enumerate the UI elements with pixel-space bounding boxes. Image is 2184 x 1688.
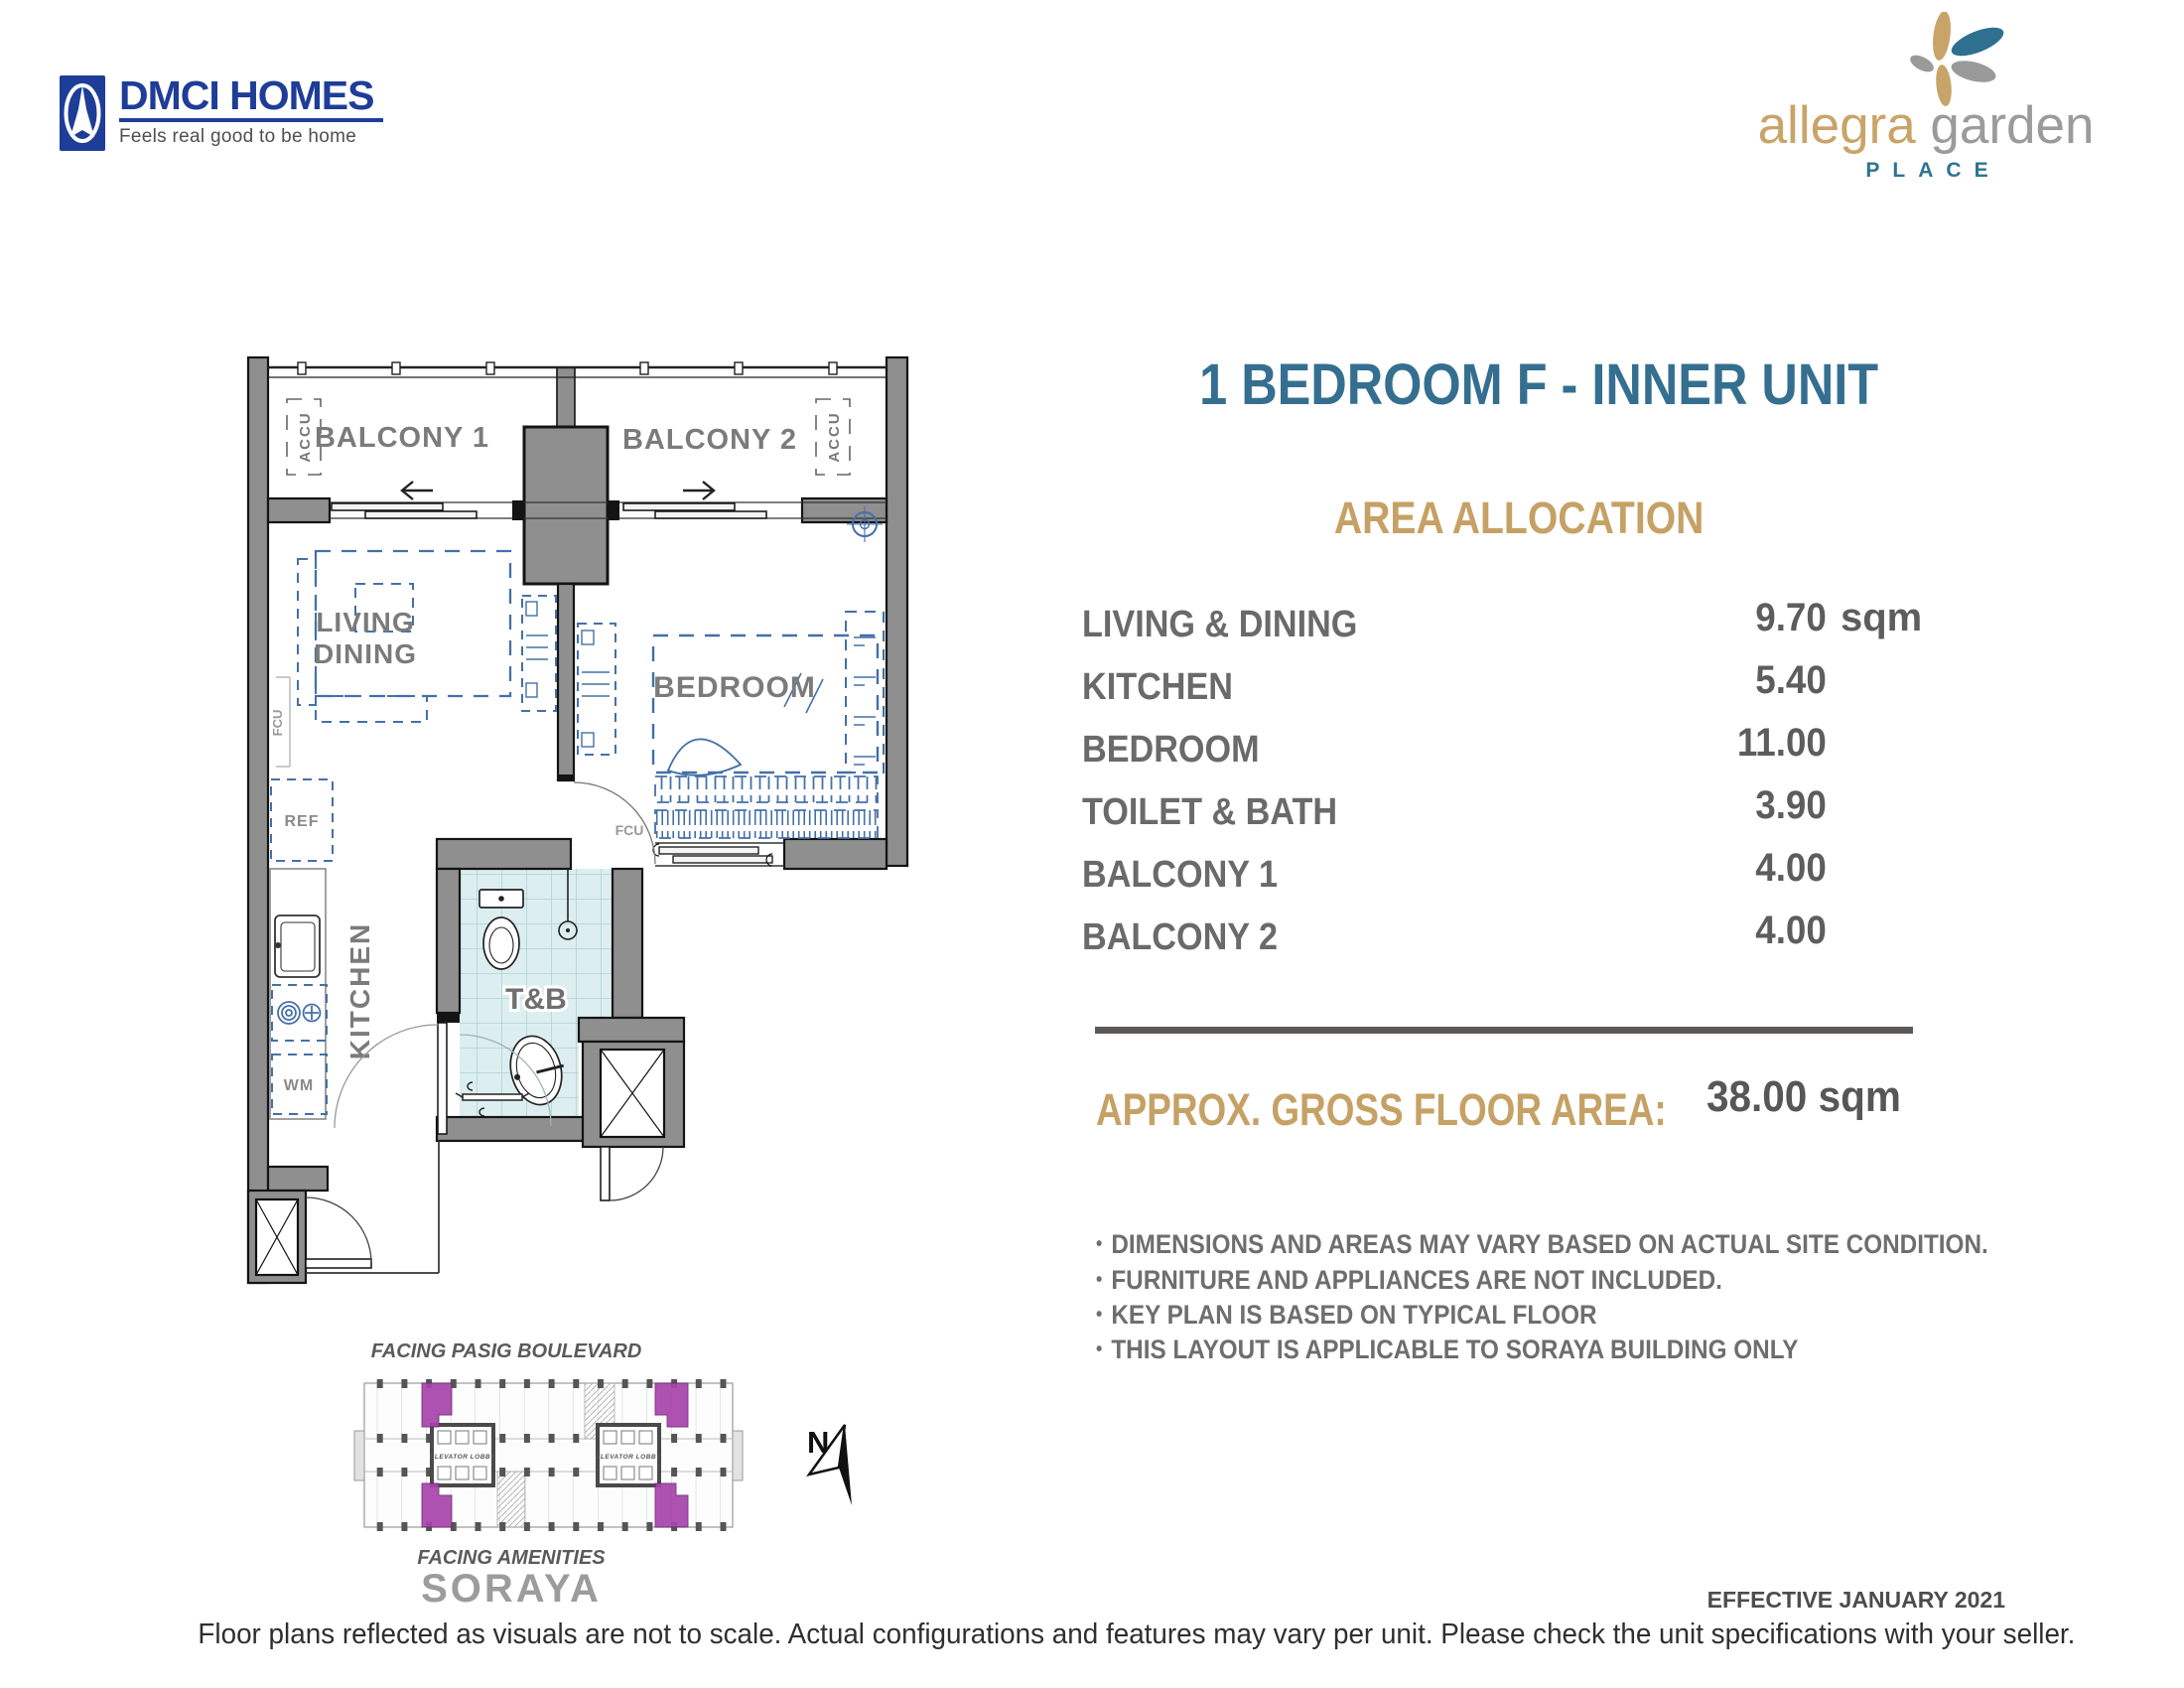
accu-label: ACCU <box>826 411 843 463</box>
note-item: • DIMENSIONS AND AREAS MAY VARY BASED ON ACTUAL SITE CONDITION. <box>1096 1229 1988 1259</box>
note-item: • THIS LAYOUT IS APPLICABLE TO SORAYA BUILDING ONLY <box>1096 1335 1799 1364</box>
section-divider <box>1095 1027 1913 1034</box>
shaft-right <box>601 1050 664 1200</box>
allegra-place-label: PLACE <box>1865 159 2001 182</box>
toilet-bath-label: T&B <box>505 983 567 1016</box>
facing-top-label: FACING PASIG BOULEVARD <box>370 1340 642 1362</box>
allegra-flower-icon <box>1886 12 2015 106</box>
allegra-word2: garden <box>1930 96 2095 155</box>
fcu-label: FCU <box>614 822 644 838</box>
living-label-line2: DINING <box>314 638 417 669</box>
dmci-tagline: Feels real good to be home <box>119 126 357 147</box>
keyplan-building <box>352 1373 745 1540</box>
fcu-label: FCU <box>270 709 285 737</box>
balcony2-label: BALCONY 2 <box>621 424 798 456</box>
elevator-lobby-label: ELEVATOR LOBBY <box>430 1454 495 1461</box>
effective-date: EFFECTIVE JANUARY 2021 <box>1706 1587 2005 1613</box>
allegra-garden-logo <box>1707 12 2144 181</box>
table-row <box>1082 721 1936 788</box>
dmci-logo-icon <box>60 75 105 151</box>
table-row <box>1082 596 1936 663</box>
table-row <box>1082 846 1936 914</box>
shaft-entry <box>256 1141 439 1275</box>
dmci-logo <box>60 72 417 161</box>
page-title: 1 BEDROOM F - INNER UNIT <box>1198 352 1879 417</box>
table-row <box>1082 909 1936 976</box>
accu-label: ACCU <box>297 411 314 463</box>
facing-bottom-label: FACING AMENITIES <box>417 1547 606 1569</box>
area-label: TOILET & BATH <box>1082 791 1338 833</box>
note-item: • FURNITURE AND APPLIANCES ARE NOT INCLUDED. <box>1096 1265 1722 1295</box>
kitchen-label: KITCHEN <box>344 921 375 1060</box>
building-name: SORAYA <box>421 1567 602 1611</box>
area-allocation-table <box>1082 596 1936 983</box>
washing-machine-label: WM <box>283 1077 315 1094</box>
gross-floor-area-label: APPROX. GROSS FLOOR AREA: <box>1096 1084 1667 1135</box>
balcony-railing <box>268 362 887 377</box>
table-row <box>1082 658 1936 726</box>
door-swing-arrow-right-icon <box>683 482 714 499</box>
footer-disclaimer: Floor plans reflected as visuals are not to scale. Actual configurations and features may vary per unit. Please check the unit specifications with your seller. <box>198 1618 2076 1650</box>
area-value: 9.70 <box>1755 596 1827 639</box>
area-value: 4.00 <box>1755 846 1827 890</box>
door-swing-arrow-left-icon <box>402 482 433 499</box>
area-value: 4.00 <box>1755 909 1827 952</box>
area-label: BEDROOM <box>1082 729 1260 771</box>
area-label: KITCHEN <box>1082 666 1234 708</box>
area-value: 11.00 <box>1736 721 1827 765</box>
elevator-lobby-label: ELEVATOR LOBBY <box>596 1454 661 1461</box>
area-label: LIVING & DINING <box>1082 604 1358 645</box>
refrigerator-label: REF <box>284 813 320 830</box>
living-label-line1: LIVING <box>316 607 415 637</box>
area-value: 5.40 <box>1755 658 1827 702</box>
table-row <box>1082 783 1936 851</box>
area-value: 3.90 <box>1755 783 1827 827</box>
balcony1-label: BALCONY 1 <box>314 422 490 454</box>
north-arrow-icon <box>789 1413 884 1517</box>
spine-cap <box>558 774 574 780</box>
bedroom-pocket-door <box>653 843 784 866</box>
allegra-wordmark <box>1707 95 2144 156</box>
kitchen-fixtures <box>270 779 333 1119</box>
dmci-rule <box>119 118 383 122</box>
note-item: • KEY PLAN IS BASED ON TYPICAL FLOOR <box>1096 1300 1597 1330</box>
area-allocation-heading: AREA ALLOCATION <box>1333 492 1705 543</box>
allegra-word1: allegra <box>1757 96 1916 155</box>
area-label: BALCONY 2 <box>1082 916 1279 958</box>
area-label: BALCONY 1 <box>1082 854 1279 896</box>
area-unit: sqm <box>1841 596 1923 639</box>
gross-floor-area-value: 38.00 sqm <box>1706 1072 1901 1121</box>
unit-floorplan <box>228 328 943 1340</box>
bedroom-label: BEDROOM <box>653 671 816 704</box>
dmci-name: DMCI HOMES <box>119 72 374 118</box>
north-letter: N <box>807 1425 830 1460</box>
